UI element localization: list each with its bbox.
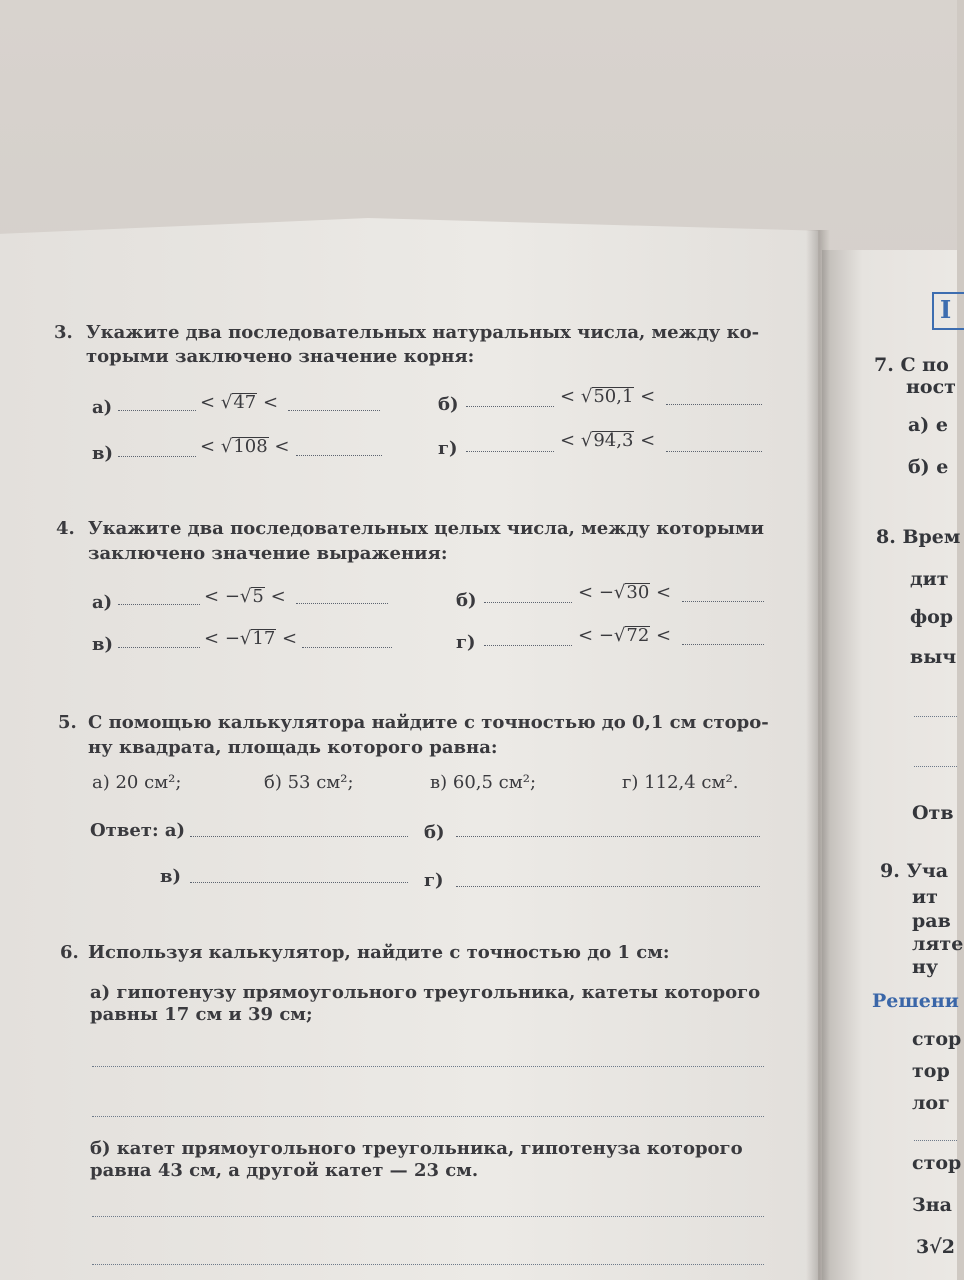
- task3-label-g: г): [438, 438, 458, 459]
- task3-g-answer-left[interactable]: [466, 451, 554, 452]
- task5-option-v: в) 60,5 см²;: [430, 772, 537, 793]
- task3-a-answer-right[interactable]: [288, 410, 380, 411]
- right-solution-line1: стор: [912, 1028, 962, 1050]
- task4-line1: Укажите два последовательных целых числа, между которыми: [88, 518, 764, 539]
- right-q9-line5: ну: [912, 956, 939, 978]
- task5-answer-b-label: б): [424, 822, 445, 843]
- right-q8-line3: фор: [910, 606, 954, 628]
- right-q8-line2: дит: [910, 568, 949, 590]
- task6-b-work-line-1[interactable]: [92, 1216, 764, 1217]
- task6-a-work-line-2[interactable]: [92, 1116, 764, 1117]
- task4-v-answer-left[interactable]: [118, 647, 200, 648]
- right-q8-answer-line-1[interactable]: [914, 716, 957, 717]
- task4-a-answer-right[interactable]: [296, 603, 388, 604]
- task3-b-answer-left[interactable]: [466, 406, 554, 407]
- task3-v-answer-right[interactable]: [296, 455, 382, 456]
- right-q8-line4: выч: [910, 646, 957, 668]
- task4-label-b: б): [456, 590, 477, 611]
- right-q8-answer-line-2[interactable]: [914, 766, 957, 767]
- task6-intro: Используя калькулятор, найдите с точностью до 1 см:: [88, 942, 670, 963]
- task3-label-v: в): [92, 443, 114, 464]
- right-solution-line5: Зна: [912, 1194, 952, 1216]
- task5-option-b: б) 53 см²;: [264, 772, 354, 793]
- task5-answer-v[interactable]: [190, 882, 408, 883]
- task5-answer-g-label: г): [424, 870, 444, 891]
- task3-a-answer-left[interactable]: [118, 410, 196, 411]
- task3-number: 3.: [54, 322, 73, 343]
- right-solution-heading: Решени: [872, 990, 959, 1012]
- right-solution-line4: стор: [912, 1152, 962, 1174]
- task6-a-line1: а) гипотенузу прямоугольного треугольника, катеты которого: [90, 982, 761, 1003]
- task5-line1: С помощью калькулятора найдите с точностью до 0,1 см сторо-: [88, 712, 769, 733]
- task6-number: 6.: [60, 942, 79, 963]
- right-q8-answer: Отв: [912, 802, 954, 824]
- right-solution-line2: тор: [912, 1060, 950, 1082]
- task5-option-a: а) 20 см²;: [92, 772, 182, 793]
- task4-b-expr: < −√30 <: [578, 582, 672, 603]
- task5-number: 5.: [58, 712, 77, 733]
- task6-b-work-line-2[interactable]: [92, 1264, 764, 1265]
- task4-a-answer-left[interactable]: [118, 604, 200, 605]
- right-q7-b: б) е: [908, 456, 949, 478]
- task6-a-line2: равны 17 см и 39 см;: [90, 1004, 313, 1025]
- task3-line1: Укажите два последовательных натуральных числа, между ко-: [86, 322, 760, 343]
- task5-answer-a[interactable]: [190, 836, 408, 837]
- task6-b-line2: равна 43 см, а другой катет — 23 см.: [90, 1160, 479, 1181]
- task4-a-expr: < −√5 <: [204, 586, 286, 607]
- right-solution-work-line[interactable]: [914, 1140, 957, 1141]
- right-q7: 7. С по: [874, 354, 949, 376]
- task4-v-answer-right[interactable]: [302, 647, 392, 648]
- task4-label-a: а): [92, 592, 113, 613]
- right-solution-line3: лог: [912, 1092, 950, 1114]
- task4-g-answer-right[interactable]: [682, 644, 764, 645]
- task3-label-b: б): [438, 394, 459, 415]
- right-q9-line2: ит: [912, 886, 938, 908]
- right-q7-line2: ност: [906, 376, 956, 398]
- task4-b-answer-left[interactable]: [484, 602, 572, 603]
- task3-b-expr: < √50,1 <: [560, 386, 656, 407]
- task6-a-work-line-1[interactable]: [92, 1066, 764, 1067]
- right-q9-line3: рав: [912, 910, 951, 932]
- task4-b-answer-right[interactable]: [682, 601, 764, 602]
- right-q9-line4: ляте: [912, 933, 964, 955]
- task6-b-line1: б) катет прямоугольного треугольника, гипотенуза которого: [90, 1138, 743, 1159]
- task4-label-v: в): [92, 634, 114, 655]
- right-page-section-label: I: [940, 295, 952, 324]
- task3-g-expr: < √94,3 <: [560, 430, 656, 451]
- task5-answer-v-label: в): [160, 866, 182, 887]
- task5-answer-label: Ответ: а): [90, 820, 186, 841]
- task4-g-answer-left[interactable]: [484, 645, 572, 646]
- right-q9: 9. Уча: [880, 860, 949, 882]
- task3-line2: торыми заключено значение корня:: [86, 346, 475, 367]
- task4-number: 4.: [56, 518, 75, 539]
- task4-line2: заключено значение выражения:: [88, 543, 448, 564]
- task3-v-answer-left[interactable]: [118, 456, 196, 457]
- task4-label-g: г): [456, 632, 476, 653]
- right-solution-line6: 3√2: [916, 1236, 955, 1258]
- task5-option-g: г) 112,4 см².: [622, 772, 739, 793]
- task4-g-expr: < −√72 <: [578, 625, 672, 646]
- task5-answer-g[interactable]: [456, 886, 760, 887]
- task4-v-expr: < −√17 <: [204, 628, 298, 649]
- right-q8: 8. Врем: [876, 526, 961, 548]
- task3-a-expr: < √47 <: [200, 392, 279, 413]
- task3-v-expr: < √108 <: [200, 436, 290, 457]
- task3-b-answer-right[interactable]: [666, 404, 762, 405]
- task3-g-answer-right[interactable]: [666, 451, 762, 452]
- task3-label-a: а): [92, 397, 113, 418]
- right-q7-a: а) е: [908, 414, 949, 436]
- task5-answer-b[interactable]: [456, 836, 760, 837]
- task5-line2: ну квадрата, площадь которого равна:: [88, 737, 498, 758]
